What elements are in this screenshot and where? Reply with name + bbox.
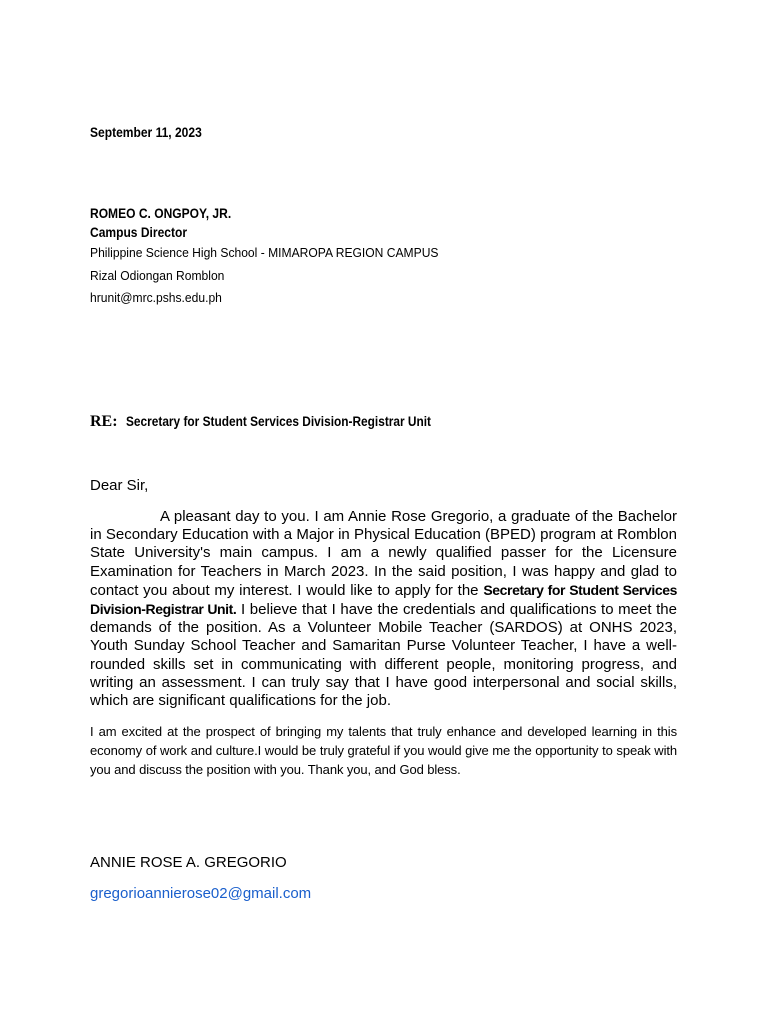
body-text-part1: A pleasant day to you. I am Annie Rose Gregorio, a graduate of the Bachelor in Secondary Education with a Major in Physical Education (BPED) program at Romblon State University's main campus. I am a newly qualified passer for the Licensure Examination for Teachers in March 2023. In the said position, I was happy and glad to contact you about my interest. I would like to apply for the <box>90 508 677 599</box>
letter-date: September 11, 2023 <box>90 124 202 140</box>
signature-name: ANNIE ROSE A. GREGORIO <box>90 854 287 871</box>
recipient-school: Philippine Science High School - MIMAROPA REGION CAMPUS <box>90 245 439 260</box>
re-label: RE: <box>90 413 118 430</box>
recipient-name: ROMEO C. ONGPOY, JR. <box>90 205 232 221</box>
closing-paragraph: I am excited at the prospect of bringing my talents that truly enhance and developed learning in this economy of work and culture.I would be truly grateful if you would give me the opportunity to speak with you and discuss the position with you. Thank you, and God bless. <box>90 724 677 777</box>
re-line <box>90 413 472 431</box>
body-text-part2: I believe that I have the credentials and qualifications to meet the demands of the position. As a Volunteer Mobile Teacher (SARDOS) at ONHS 2023, Youth Sunday School Teacher and Samaritan Purse Volunteer Teacher, I have a well-rounded skills set in communicating with different people, monitoring progress, and writing an assessment. I can truly say that I have good interpersonal and social skills, which are significant qualifications for the job. <box>90 601 677 710</box>
body-position: Secretary for Student Services Division-Registrar Unit. <box>90 581 677 618</box>
recipient-title: Campus Director <box>90 224 188 240</box>
recipient-address: Rizal Odiongan Romblon <box>90 268 225 283</box>
re-subject: Secretary for Student Services Division-Registrar Unit <box>125 414 431 429</box>
recipient-email: hrunit@mrc.pshs.edu.ph <box>90 290 222 305</box>
signature-email-link[interactable]: gregorioannierose02@gmail.com <box>90 885 312 902</box>
body-paragraph <box>90 508 677 710</box>
salutation: Dear Sir, <box>90 477 149 494</box>
